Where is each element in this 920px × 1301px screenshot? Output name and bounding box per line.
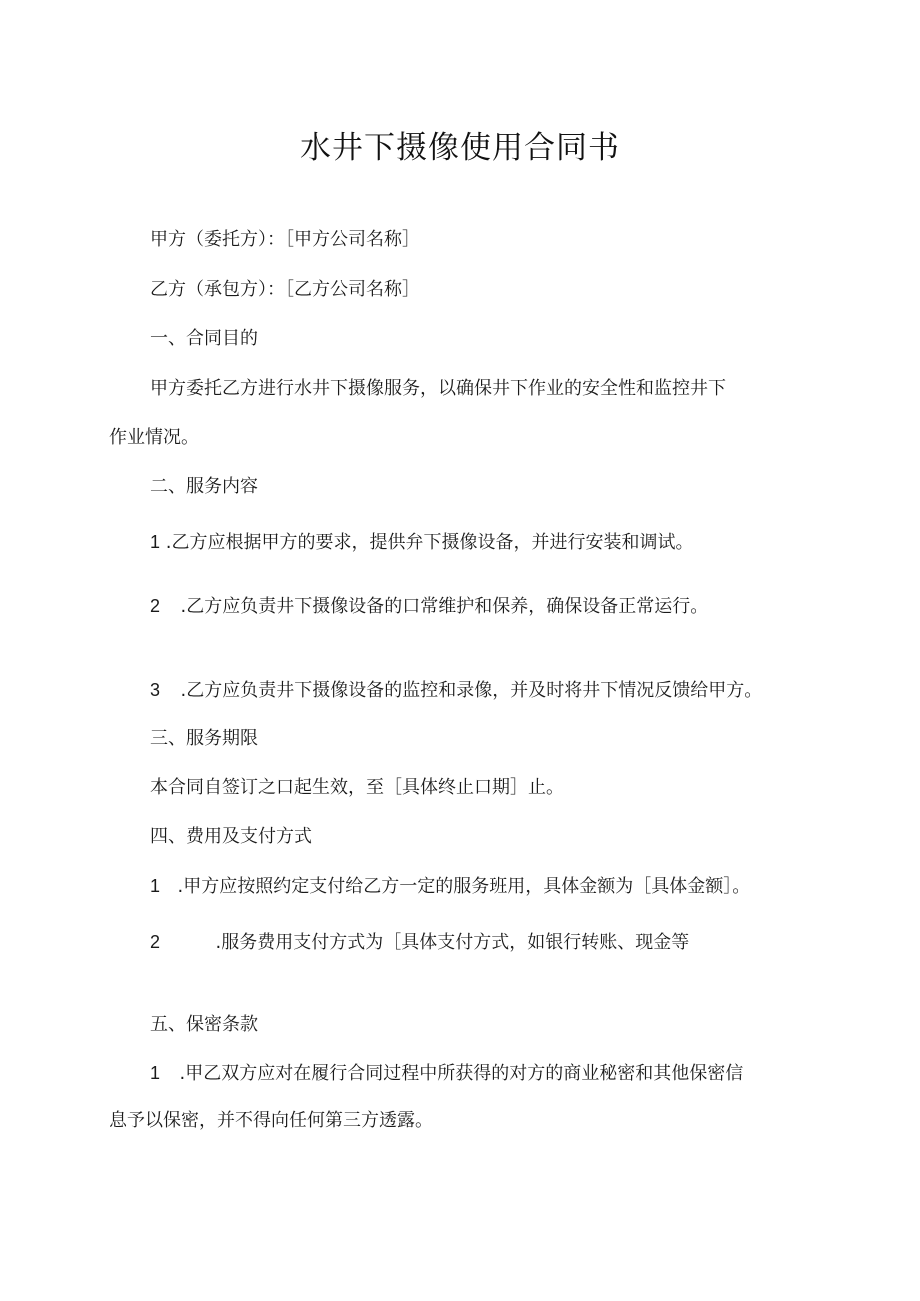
item-number: 2 bbox=[150, 932, 161, 952]
term-paragraph: 本合同自签订之口起生效，至［具体终止口期］止。 bbox=[150, 777, 564, 798]
fees-item-1 bbox=[150, 873, 750, 900]
purpose-paragraph-line2: 作业情况。 bbox=[109, 427, 199, 448]
item-text: .甲方应按照约定支付给乙方一定的服务班用，具体金额为［具体金额］。 bbox=[177, 876, 751, 897]
item-number: 3 bbox=[150, 680, 161, 700]
item-text: .甲乙双方应对在履行合同过程中所获得的对方的商业秘密和其他保密信 bbox=[179, 1063, 744, 1084]
confidentiality-item-1-continuation: 息予以保密，并不得向任何第三方透露。 bbox=[109, 1110, 433, 1131]
party-a-line: 甲方（委托方）：［甲方公司名称］ bbox=[150, 229, 420, 250]
item-text: .服务费用支付方式为［具体支付方式，如银行转账、现金等 bbox=[215, 932, 690, 953]
services-item-3 bbox=[150, 677, 762, 704]
confidentiality-item-1 bbox=[150, 1060, 743, 1087]
item-number: 1 bbox=[150, 876, 161, 896]
item-text: .乙方应负责井下摄像设备的口常维护和保养，确保设备正常运行。 bbox=[180, 596, 709, 617]
fees-item-2 bbox=[150, 929, 689, 956]
item-text: .乙方应负责井下摄像设备的监控和录像，并及时将井下情况反馈给甲方。 bbox=[180, 680, 763, 701]
purpose-paragraph-line1: 甲方委托乙方进行水井下摄像服务，以确保井下作业的安全性和监控井下 bbox=[150, 378, 726, 399]
item-number: 1 bbox=[150, 1063, 161, 1083]
item-text: .乙方应根据甲方的要求，提供弁下摄像设备，并进行安装和调试。 bbox=[165, 532, 694, 553]
document-title: 水井下摄像使用合同书 bbox=[300, 130, 620, 166]
services-item-1 bbox=[150, 529, 693, 556]
section-heading-services: 二、服务内容 bbox=[150, 476, 258, 497]
section-heading-fees: 四、费用及支付方式 bbox=[150, 826, 312, 847]
section-heading-purpose: 一、合同目的 bbox=[150, 328, 258, 349]
section-heading-confidentiality: 五、保密条款 bbox=[150, 1014, 258, 1035]
item-number: 2 bbox=[150, 596, 161, 616]
section-heading-term: 三、服务期限 bbox=[150, 728, 258, 749]
item-number: 1 bbox=[150, 532, 161, 552]
party-b-line: 乙方（承包方）：［乙方公司名称］ bbox=[150, 279, 420, 300]
services-item-2 bbox=[150, 593, 708, 620]
